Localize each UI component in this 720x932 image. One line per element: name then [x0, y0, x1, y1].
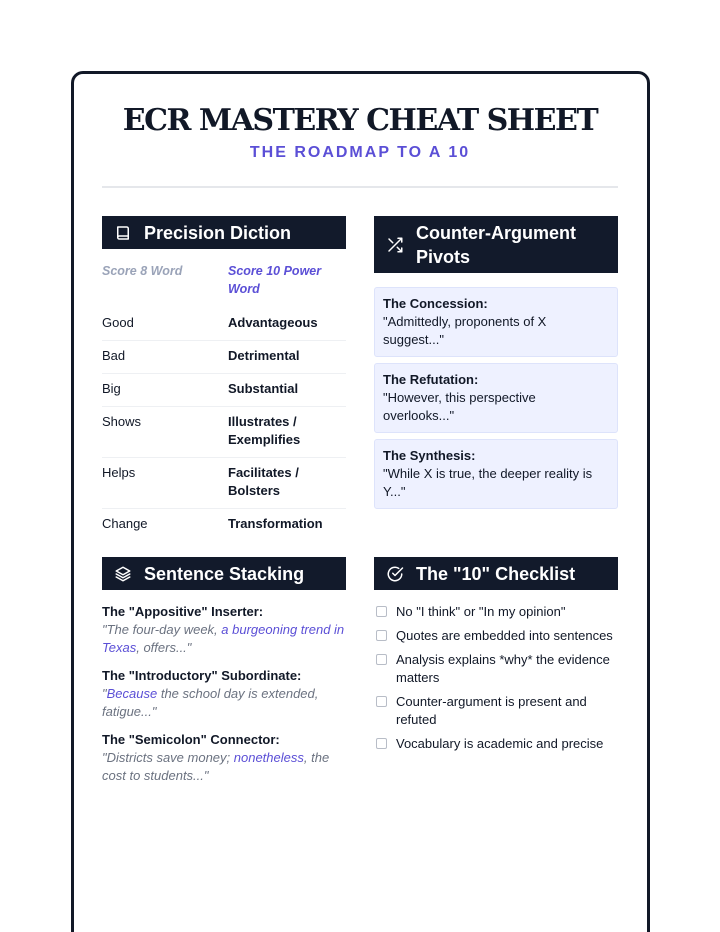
technique-label: The "Appositive" Inserter:	[102, 604, 264, 619]
divider	[102, 186, 618, 188]
list-item	[102, 603, 346, 657]
page-title: ECR MASTERY CHEAT SHEET	[122, 103, 598, 138]
power-word: Detrimental	[228, 348, 300, 363]
book-icon	[114, 223, 134, 243]
pivot-text: "Admittedly, proponents of X suggest..."	[383, 314, 547, 347]
table-row	[102, 458, 346, 509]
technique-example	[102, 749, 346, 785]
table-row	[102, 509, 346, 541]
section-title: The "10" Checklist	[416, 563, 576, 584]
pivot-card	[374, 287, 618, 357]
example-text: the school day is extended, fatigue..."	[102, 686, 319, 719]
checklist-item[interactable]	[374, 693, 620, 729]
checklist-item[interactable]	[374, 735, 620, 753]
section-title: Precision Diction	[144, 222, 292, 243]
checkbox[interactable]	[376, 654, 387, 665]
checklist-text: Quotes are embedded into sentences	[396, 628, 613, 643]
shuffle-icon	[386, 235, 406, 255]
pivot-text: "While X is true, the deeper reality is Y..."	[383, 466, 593, 499]
basic-word: Big	[102, 381, 121, 396]
checkbox[interactable]	[376, 606, 387, 617]
basic-word: Bad	[102, 348, 126, 363]
page-subtitle: THE ROADMAP TO A 10	[249, 144, 471, 161]
section-header-pivots	[374, 216, 618, 273]
section-title: Sentence Stacking	[144, 563, 305, 584]
power-word: Transformation	[228, 516, 323, 531]
technique-example	[102, 621, 346, 657]
col-header-power: Score 10 Power Word	[228, 264, 322, 296]
table-row	[102, 407, 346, 458]
list-item	[102, 731, 346, 785]
section-header-checklist	[374, 557, 618, 590]
section-header-diction	[102, 216, 346, 249]
example-text: , offers..."	[136, 640, 192, 655]
checklist-text: Counter-argument is present and refuted	[396, 694, 587, 727]
table-row	[102, 374, 346, 407]
table-row	[102, 341, 346, 374]
basic-word: Helps	[102, 465, 136, 480]
table-row	[102, 308, 346, 341]
checklist-text: Analysis explains *why* the evidence matters	[396, 652, 610, 685]
col-header-basic: Score 8 Word	[102, 264, 183, 278]
power-word: Substantial	[228, 381, 299, 396]
checkbox[interactable]	[376, 696, 387, 707]
section-title: Counter-Argument Pivots	[416, 222, 576, 267]
pivot-card	[374, 363, 618, 433]
table-header	[102, 262, 346, 308]
example-highlight: Because	[106, 686, 158, 701]
checklist-item[interactable]	[374, 627, 620, 645]
technique-label: The "Semicolon" Connector:	[102, 732, 280, 747]
checklist	[374, 603, 620, 759]
power-word: Advantageous	[228, 315, 318, 330]
example-text: "Districts save money;	[102, 750, 234, 765]
pivot-text: "However, this perspective overlooks..."	[383, 390, 536, 423]
basic-word: Change	[102, 516, 148, 531]
stacking-list	[102, 603, 346, 795]
technique-example	[102, 685, 346, 721]
example-highlight: a burgeoning trend in Texas	[102, 622, 345, 655]
example-text: , the cost to students..."	[102, 750, 330, 783]
example-highlight: nonetheless	[233, 750, 304, 765]
pivot-label: The Concession:	[383, 296, 488, 311]
pivot-card	[374, 439, 618, 509]
technique-label: The "Introductory" Subordinate:	[102, 668, 302, 683]
checklist-item[interactable]	[374, 603, 620, 621]
checklist-text: No "I think" or "In my opinion"	[396, 604, 566, 619]
checklist-text: Vocabulary is academic and precise	[396, 736, 604, 751]
pivot-label: The Refutation:	[383, 372, 479, 387]
example-text: "The four-day week,	[102, 622, 222, 637]
check-circle-icon	[386, 564, 406, 584]
pivot-label: The Synthesis:	[383, 448, 476, 463]
layers-icon	[114, 564, 134, 584]
checkbox[interactable]	[376, 630, 387, 641]
basic-word: Good	[102, 315, 134, 330]
diction-table	[102, 262, 346, 541]
power-word: Facilitates / Bolsters	[228, 465, 299, 498]
section-header-stacking	[102, 557, 346, 590]
list-item	[102, 667, 346, 721]
power-word: Illustrates / Exemplifies	[228, 414, 301, 447]
checklist-item[interactable]	[374, 651, 620, 687]
example-text: "	[102, 686, 107, 701]
checkbox[interactable]	[376, 738, 387, 749]
basic-word: Shows	[102, 414, 142, 429]
